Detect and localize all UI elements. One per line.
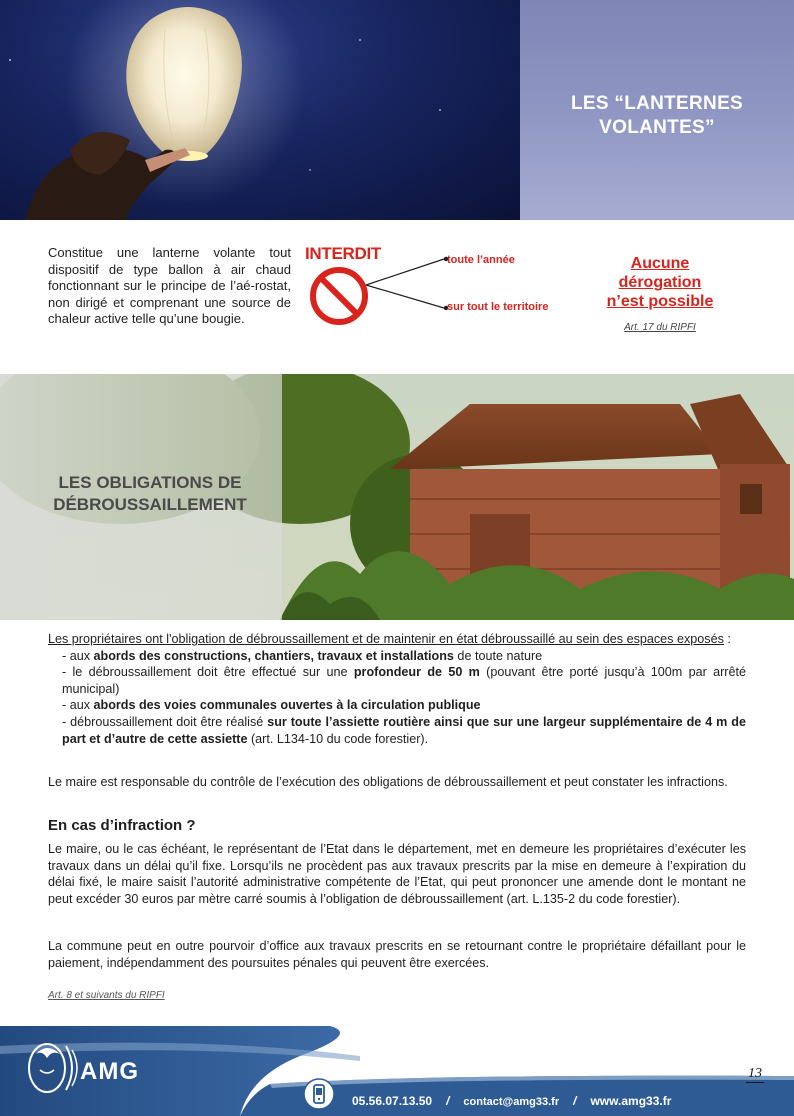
bullet-road-width: - débroussaillement doit être réalisé sur toute l’assiette routière ainsi que sur une largeur supplémentaire de 4 m de part et d’autre de cette assiette (art. L134-10 du code forestier). xyxy=(62,714,746,746)
infraction-heading: En cas d’infraction ? xyxy=(48,817,196,834)
contact-separator: / xyxy=(573,1094,577,1108)
page-number: 13 xyxy=(748,1066,762,1081)
interdit-label: INTERDIT xyxy=(305,244,381,263)
lantern-definition: Constitue une lanterne volante tout dispositif de type ballon à air chaud fonctionnant sur le principe de l’aé-rostat, non dirigé et comprenant une source de chaleur active telle qu’une bougie. xyxy=(48,245,291,326)
bullet-roads: - aux abords des voies communales ouvertes à la circulation publique xyxy=(62,698,481,713)
bullet-constructions: - aux abords des constructions, chantiers, travaux et installations de toute nature xyxy=(62,648,543,663)
infraction-paragraph: Le maire, ou le cas échéant, le représentant de l’Etat dans le département, met en demeure les propriétaires d’exécuter les travaux dans un délai qu’il fixe. Lorsqu’ils ne procèdent pas aux travaux prescrits par la mise en demeure à l’expiration du délai fixé, le maire saisit l’autorité administrative compétente de l’Etat, qui peut prononcer une amende dont le montant ne peut excéder 30 euros par mètre carré soumis à l’obligation de débroussaillement (art. L.135-2 du code forestier). xyxy=(48,842,746,906)
obligations-title: LES OBLIGATIONS DE DÉBROUSSAILLEMENT xyxy=(53,473,247,514)
amg-logo xyxy=(22,1032,162,1102)
obligations-reference: Art. 8 et suivants du RIPFI xyxy=(48,990,165,1001)
lantern-photo xyxy=(0,0,520,220)
commune-paragraph: La commune peut en outre pourvoir d’office aux travaux prescrits en se retournant contre le propriétaire défaillant pour le paiement, indépendamment des poursuites pénales qui peuvent être exercées. xyxy=(48,939,746,970)
lanterns-reference: Art. 17 du RIPFI xyxy=(624,322,696,333)
intro-sentence: Les propriétaires ont l'obligation de débroussaillement et de maintenir en état débroussaillé au sein des espaces exposés : xyxy=(48,632,731,646)
website-link[interactable]: www.amg33.fr xyxy=(590,1094,672,1108)
phone-icon xyxy=(302,1077,336,1111)
maire-paragraph: Le maire est responsable du contrôle de l’exécution des obligations de débroussaillement et peut constater les infractions. xyxy=(48,775,728,789)
lanterns-banner xyxy=(0,0,794,220)
logo-text: AMG xyxy=(80,1058,139,1085)
condition-all-year: toute l’année xyxy=(447,254,515,266)
interdit-connector-lines xyxy=(362,255,452,315)
lanterns-title: LES “LANTERNES VOLANTES” xyxy=(570,93,744,138)
phone-number[interactable]: 05.56.07.13.50 xyxy=(352,1094,433,1108)
email-link[interactable]: contact@amg33.fr xyxy=(463,1096,560,1108)
lantern-illustration xyxy=(0,0,520,220)
prohibited-icon xyxy=(308,265,370,327)
condition-whole-territory: sur tout le territoire xyxy=(447,301,549,313)
contact-separator: / xyxy=(446,1094,450,1108)
bullet-depth: - le débroussaillement doit être effectué sur une profondeur de 50 m (pouvant être porté jusqu’à 100m par arrêté municipal) xyxy=(62,665,747,696)
contact-line xyxy=(352,1094,671,1108)
no-derogation-notice: Aucune dérogation n’est possible xyxy=(606,255,714,310)
obligations-intro xyxy=(48,631,746,747)
